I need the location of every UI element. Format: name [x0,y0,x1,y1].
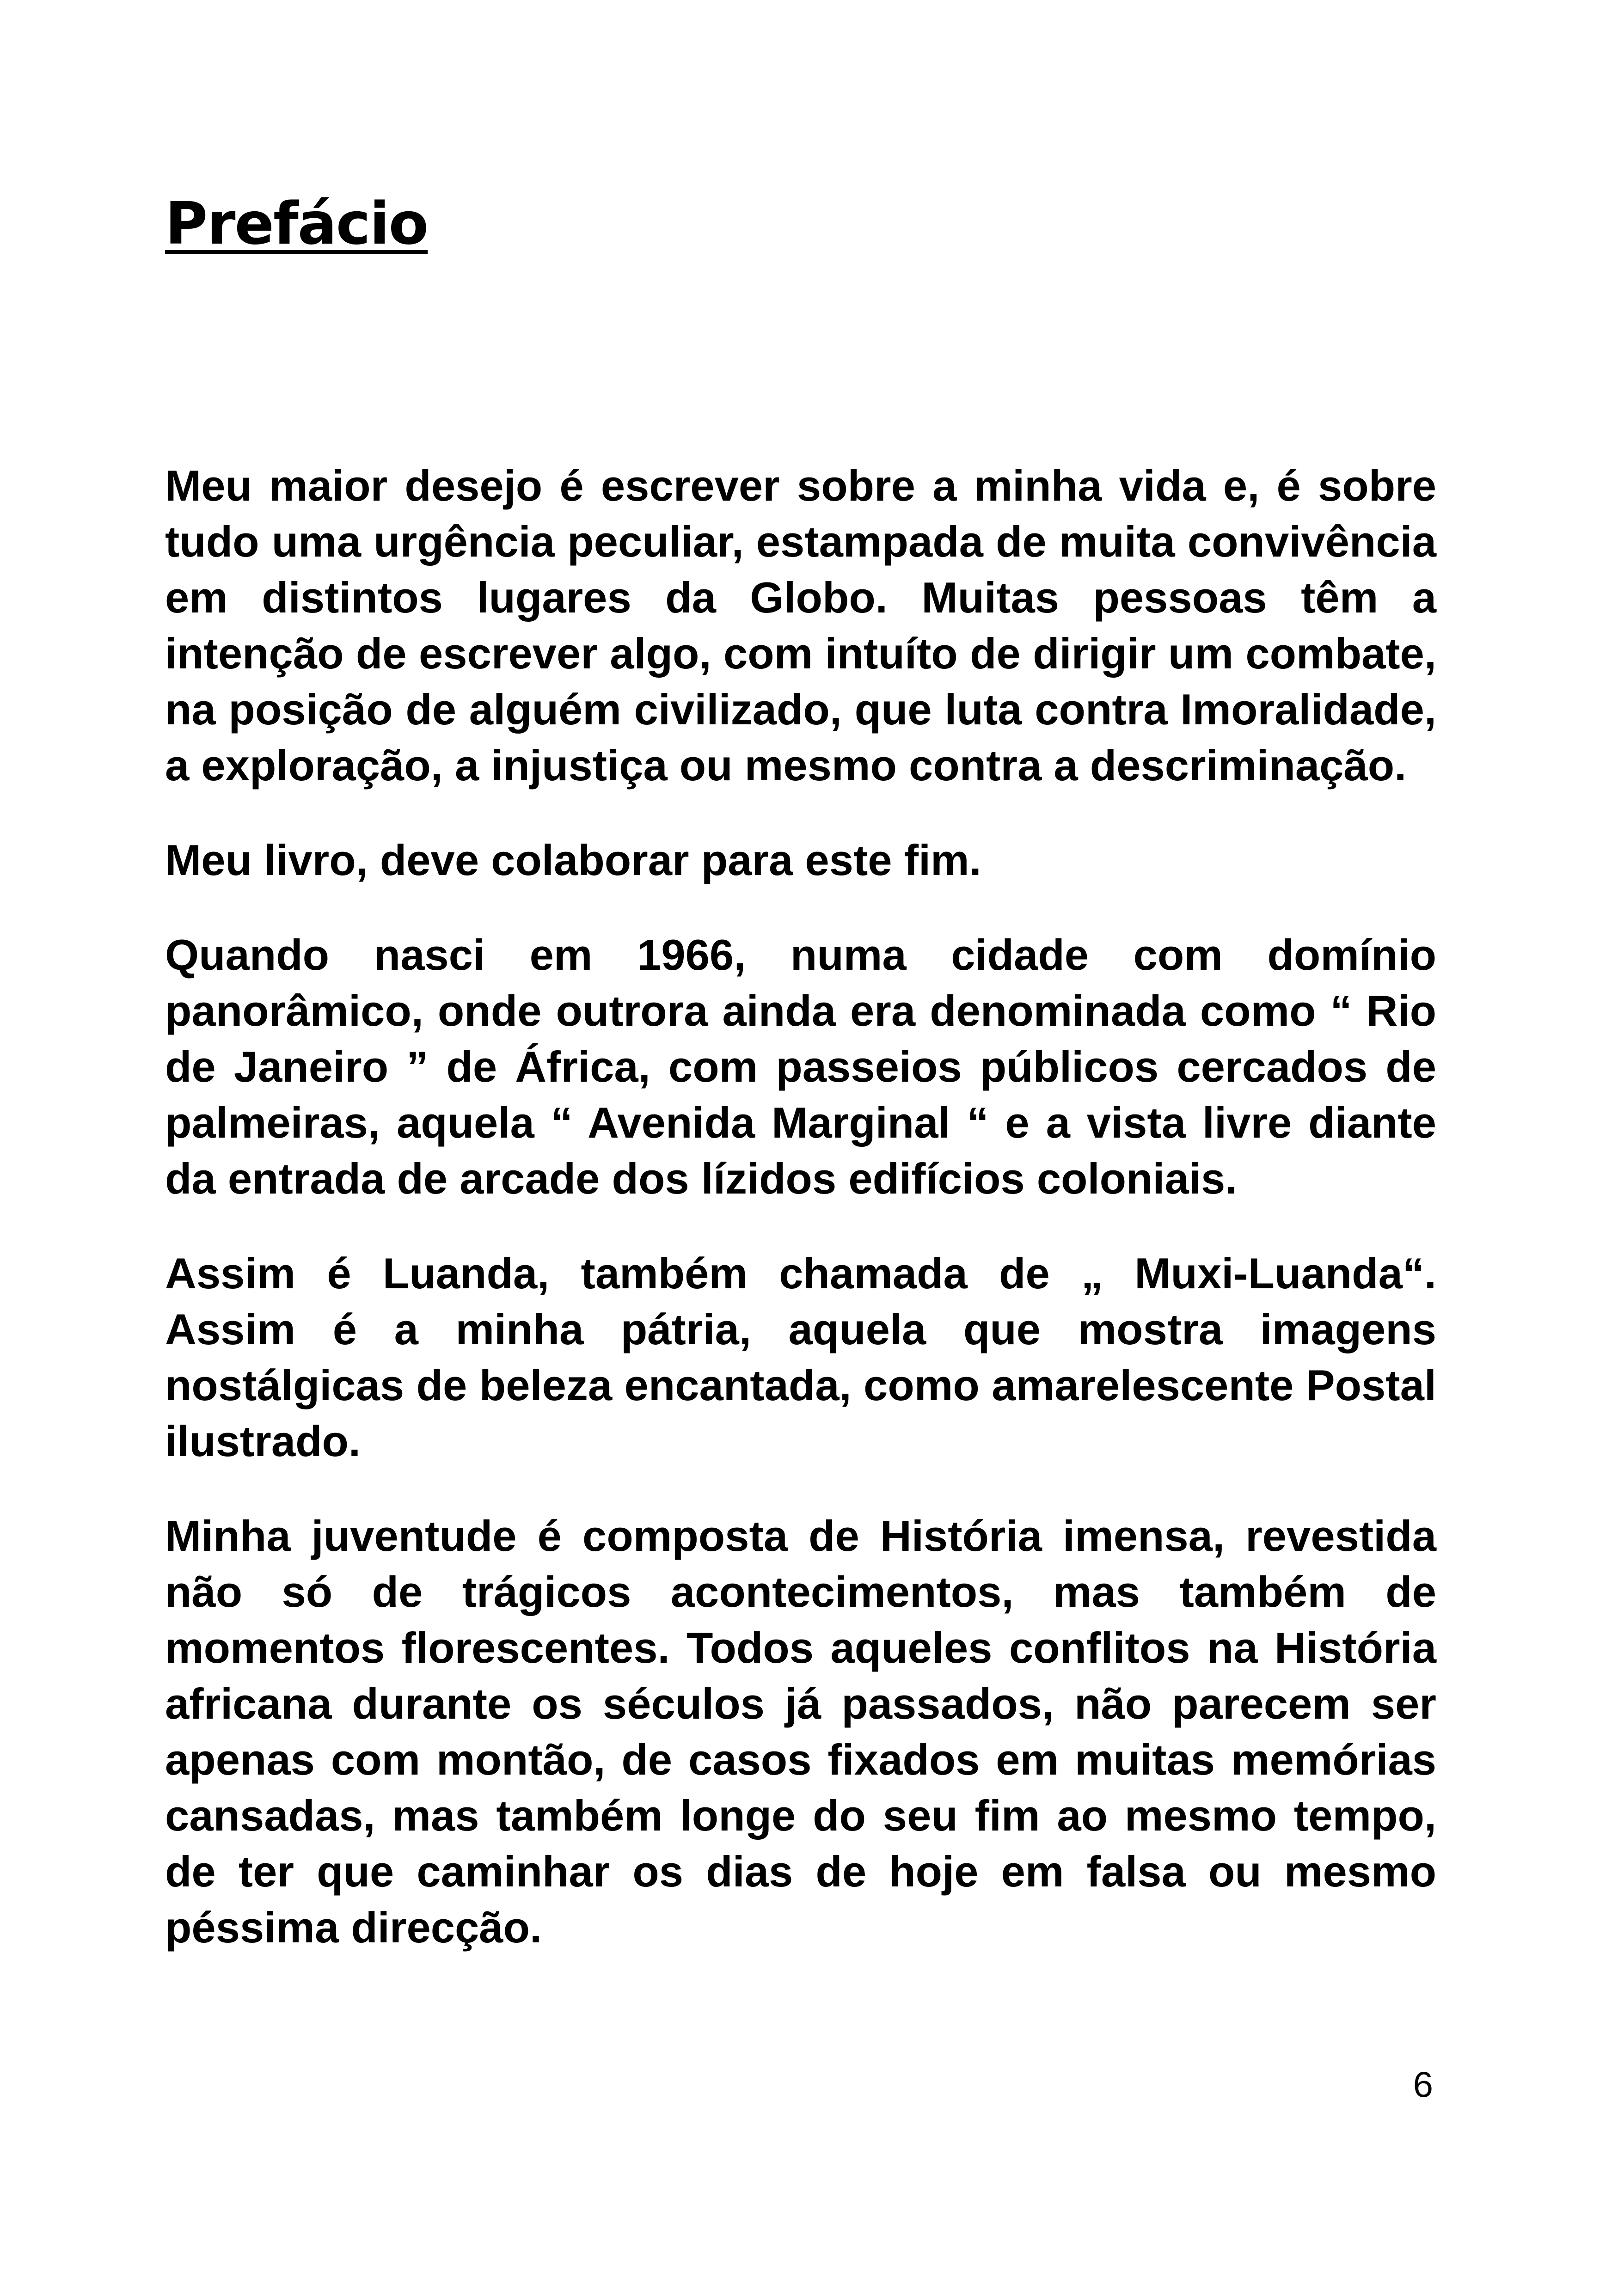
paragraph-3: Quando nasci em 1966, numa cidade com domínio panorâmico, onde outrora ainda era denominada como “ Rio de Janeiro ” de África, com passeios públicos cercados de palmeiras, aquela “ Avenida Marginal “ e a vista livre diante da entrada de arcade dos lízidos edifícios coloniais. [165,931,1436,1203]
paragraph-2: Meu livro, deve colaborar para este fim. [165,836,981,884]
page-title: Prefácio [165,190,428,257]
paragraph-1: Meu maior desejo é escrever sobre a minha vida e, é sobre tudo uma urgência peculiar, estampada de muita convivência em distintos lugares da Globo. Muitas pessoas têm a intenção de escrever algo, com intuíto de dirigir um combate, na posição de alguém civilizado, que luta contra Imoralidade, a exploração, a injustiça ou mesmo contra a descriminação. [165,461,1436,790]
paragraph-5: Minha juventude é composta de História imensa, revestida não só de trágicos acontecimentos, mas também de momentos florescentes. Todos aqueles conflitos na História africana durante os séculos já passados, não parecem ser apenas com montão, de casos fixados em muitas memórias cansadas, mas também longe do seu fim ao mesmo tempo, de ter que caminhar os dias de hoje em falsa ou mesmo péssima direcção. [165,1512,1436,1952]
page-number: 6 [1413,2064,1433,2105]
preface-body [165,458,1436,1994]
paragraph-4: Assim é Luanda, também chamada de „ Muxi-Luanda“. Assim é a minha pátria, aquela que mostra imagens nostálgicas de beleza encantada, como amarelescente Postal ilustrado. [165,1249,1436,1465]
